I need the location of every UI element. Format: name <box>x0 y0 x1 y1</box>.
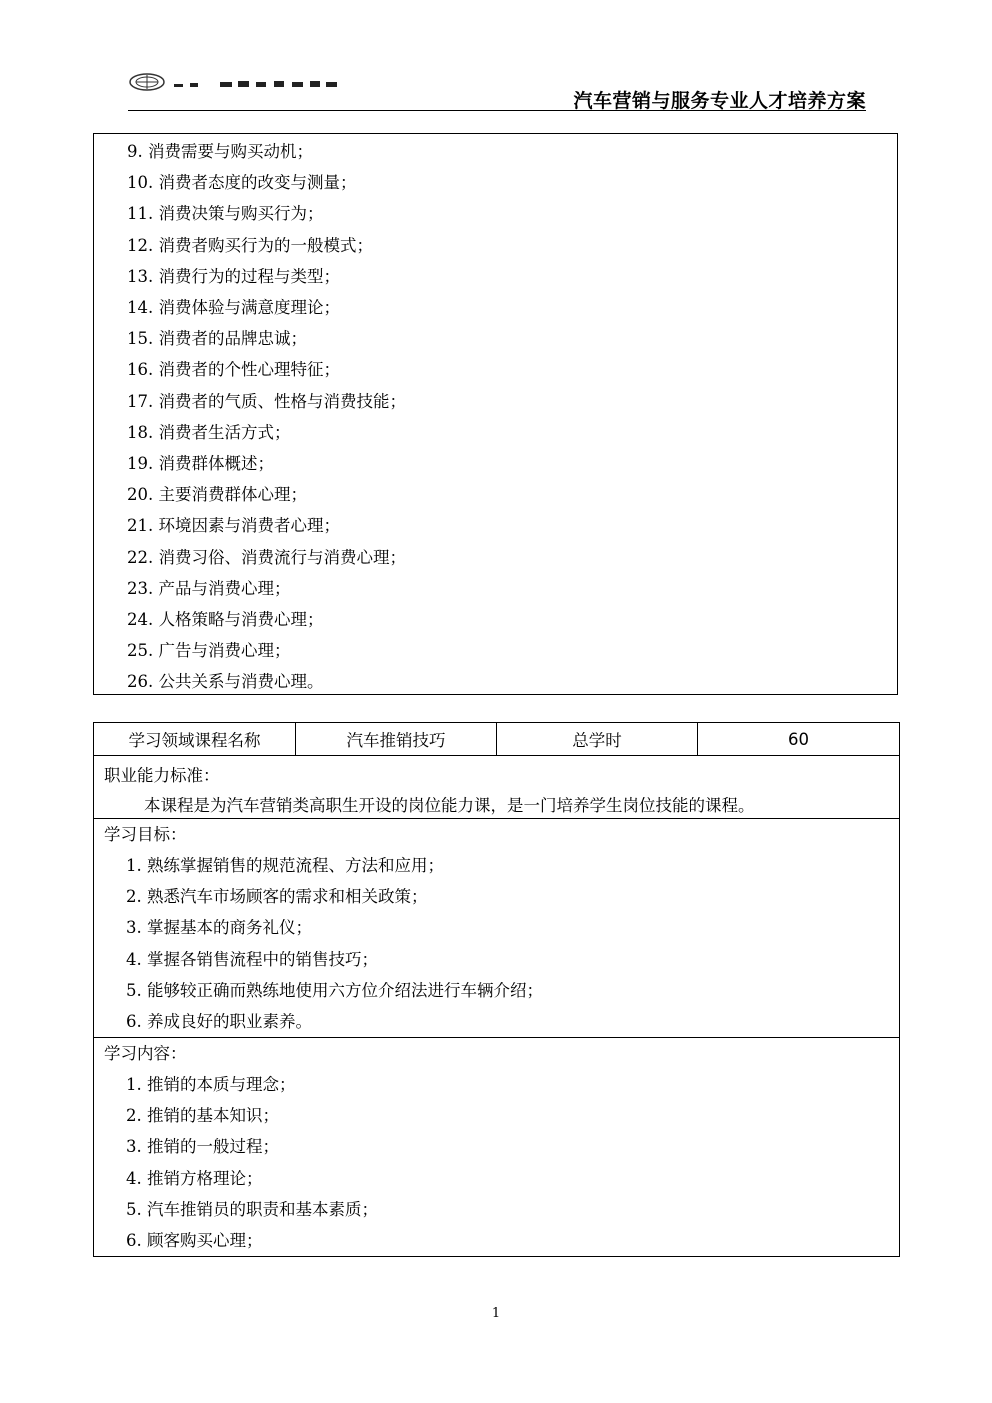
goals-row <box>94 819 900 1038</box>
document-title: 汽车营销与服务专业人才培养方案 <box>573 90 866 112</box>
list-item: 20. 主要消费群体心理； <box>127 485 307 505</box>
content-label: 学习内容： <box>104 1044 187 1063</box>
content-section <box>94 1038 899 1256</box>
course-name: 汽车推销技巧 <box>296 723 497 756</box>
list-item: 9. 消费需要与购买动机； <box>127 142 313 161</box>
page-number: 1 <box>491 1306 501 1321</box>
total-hours-value: 60 <box>698 723 900 756</box>
course-header-row <box>94 723 900 756</box>
goal-item: 3. 掌握基本的商务礼仪； <box>126 918 312 938</box>
total-hours-label: 总学时 <box>497 723 698 756</box>
goal-item: 6. 养成良好的职业素养。 <box>126 1012 312 1031</box>
list-item: 21. 环境因素与消费者心理； <box>127 516 340 536</box>
goal-item: 2. 熟悉汽车市场顾客的需求和相关政策； <box>126 887 428 907</box>
list-item: 15. 消费者的品牌忠诚； <box>127 329 307 349</box>
content-row <box>94 1038 900 1257</box>
goal-item: 4. 掌握各销售流程中的销售技巧； <box>126 949 378 969</box>
list-item: 24. 人格策略与消费心理； <box>127 610 324 629</box>
list-item: 19. 消费群体概述； <box>127 454 274 473</box>
goals-section <box>94 819 899 1037</box>
school-logo <box>128 72 343 94</box>
ability-label: 职业能力标准： <box>104 766 220 785</box>
list-item: 22. 消费习俗、消费流行与消费心理； <box>127 547 406 567</box>
content-item: 5. 汽车推销员的职责和基本素质； <box>126 1199 378 1219</box>
previous-course-content-box <box>93 133 898 695</box>
list-item: 13. 消费行为的过程与类型； <box>127 266 340 286</box>
list-item: 10. 消费者态度的改变与测量； <box>127 173 357 193</box>
ability-row <box>94 756 900 819</box>
goals-label: 学习目标： <box>104 825 187 844</box>
course-name-label: 学习领域课程名称 <box>94 723 296 756</box>
content-item: 2. 推销的基本知识； <box>126 1106 279 1126</box>
page-header <box>128 70 866 111</box>
goal-item: 1. 熟练掌握销售的规范流程、方法和应用； <box>126 856 444 875</box>
ability-section <box>94 756 899 818</box>
list-item: 12. 消费者购买行为的一般模式； <box>127 235 373 255</box>
list-item: 18. 消费者生活方式； <box>127 422 291 442</box>
ability-text: 本课程是为汽车营销类高职生开设的岗位能力课，是一门培养学生岗位技能的课程。 <box>144 796 755 815</box>
list-item: 25. 广告与消费心理； <box>127 641 291 661</box>
course-table <box>93 722 900 1257</box>
content-item: 1. 推销的本质与理念； <box>126 1075 296 1094</box>
list-item: 11. 消费决策与购买行为； <box>127 204 324 224</box>
list-item: 23. 产品与消费心理； <box>127 578 291 598</box>
list-item: 14. 消费体验与满意度理论； <box>127 298 340 317</box>
list-item: 16. 消费者的个性心理特征； <box>127 360 340 380</box>
content-item: 6. 顾客购买心理； <box>126 1231 263 1250</box>
list-item: 17. 消费者的气质、性格与消费技能； <box>127 391 406 411</box>
content-item: 3. 推销的一般过程； <box>126 1137 279 1157</box>
content-item: 4. 推销方格理论； <box>126 1168 263 1188</box>
list-item: 26. 公共关系与消费心理。 <box>127 672 324 692</box>
goal-item: 5. 能够较正确而熟练地使用六方位介绍法进行车辆介绍； <box>126 980 543 1000</box>
